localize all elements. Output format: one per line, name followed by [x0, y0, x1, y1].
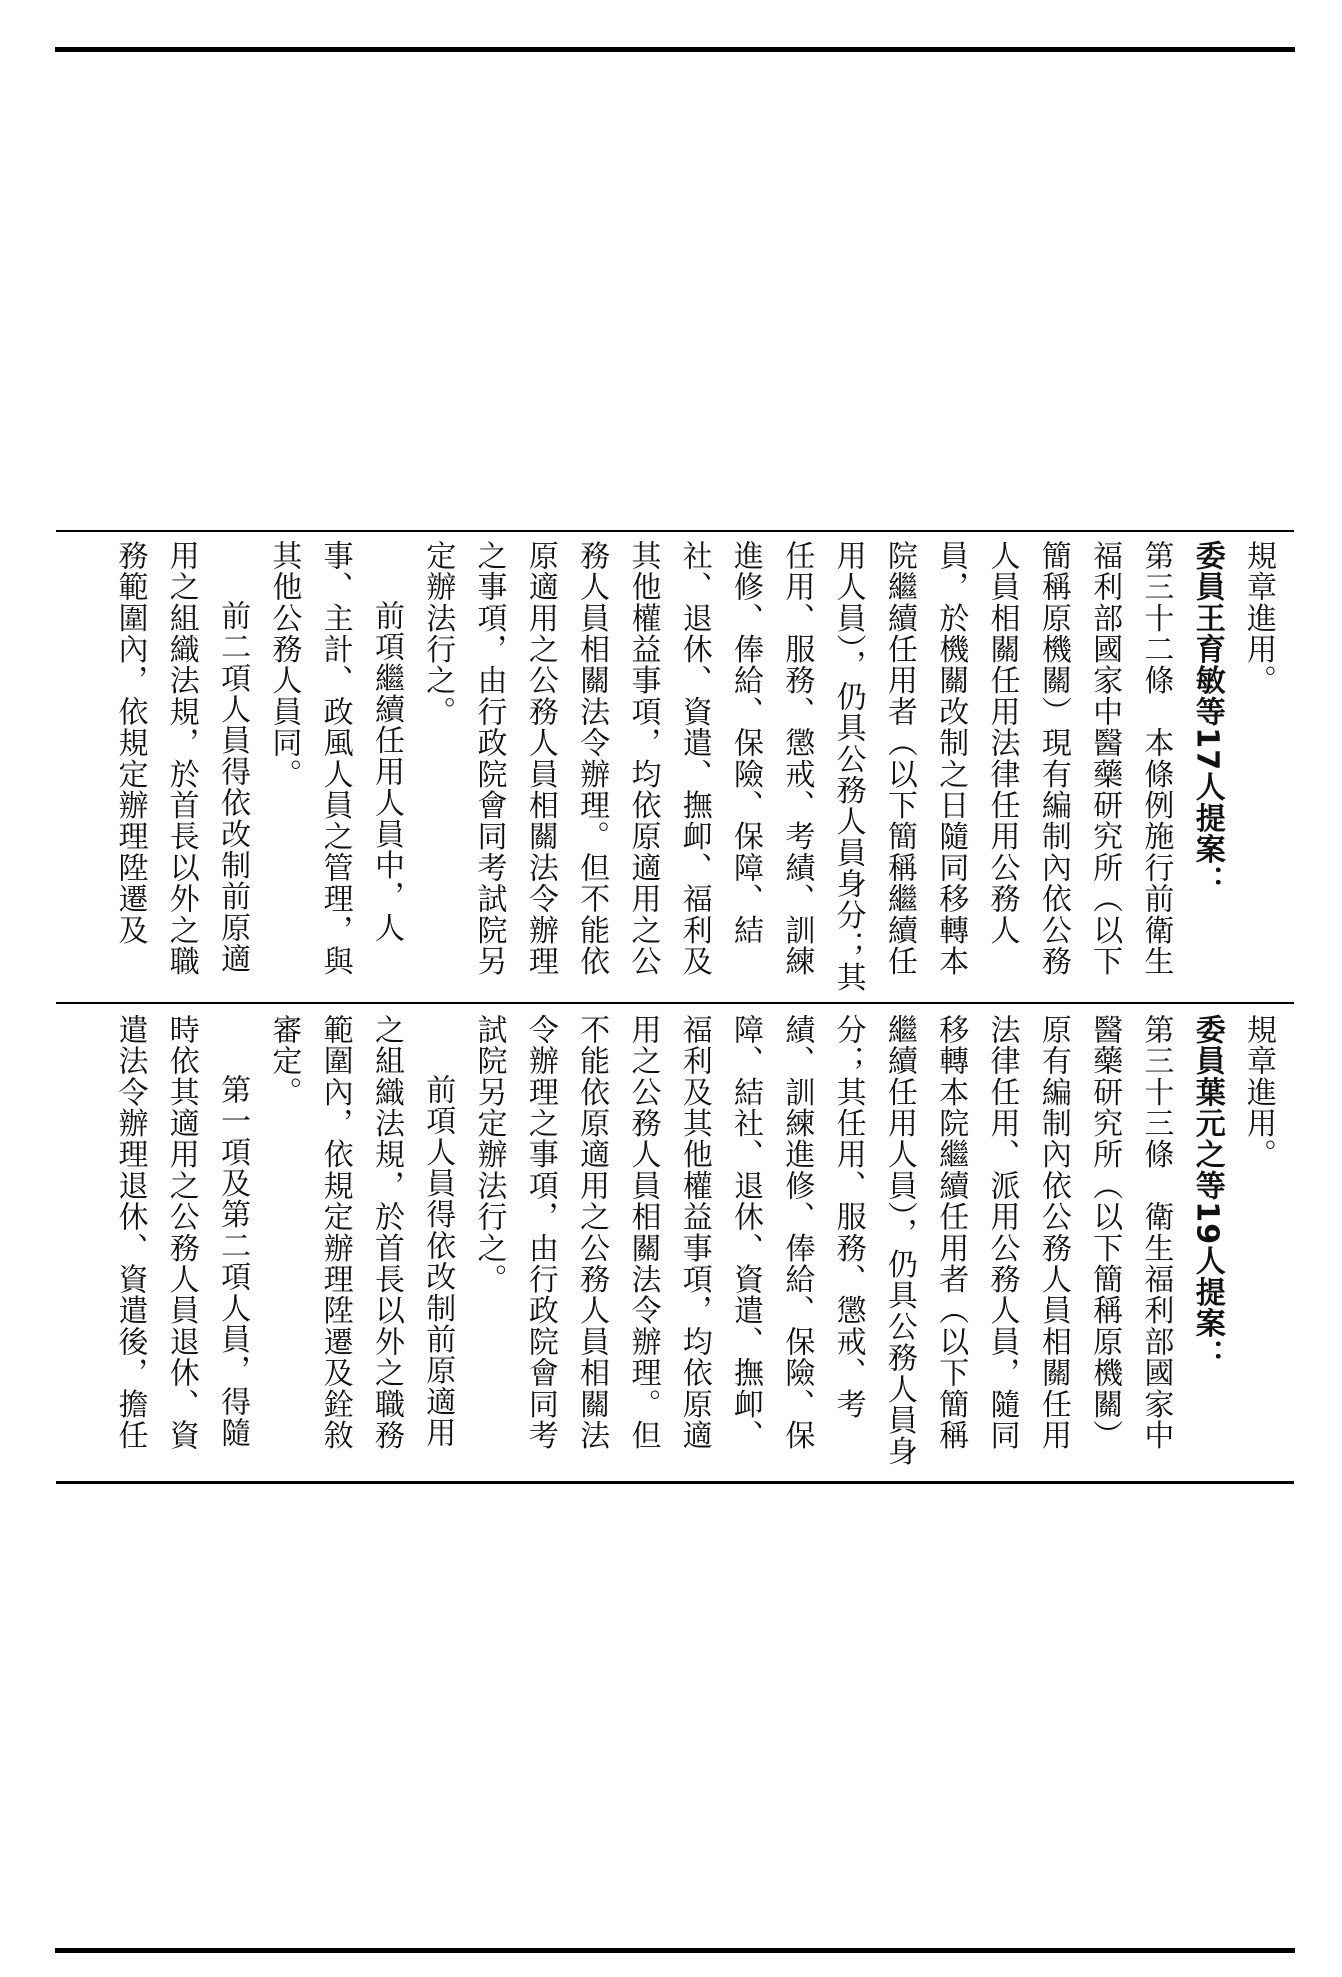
- proposal-wang: [74, 540, 1284, 995]
- proposal-title: 委員葉元之等19人提案：: [1189, 1014, 1225, 1371]
- lead-text: 規章進用。: [1241, 540, 1276, 696]
- table-top-border: [56, 530, 1294, 532]
- article-text: 第三十三條 衛生福利部國家中醫藥研究所（以下簡稱原機關）原有編制內依公務人員相關任用法律任用、派用公務人員，隨同移轉本院繼續任用者（以下簡稱繼續任用人員），仍具公務人員身分；其任用、服務、懲戒、考績、訓練進修、俸給、保險、保障、結社、退休、資遣、撫卹、福利及其他權益事項，均依原適用之公務人員相關法令辦理。但不能依原適用之公務人員相關法令辦理之事項，由行政院會同考試院另定辦法行之。: [471, 1014, 1174, 1467]
- top-rule: [55, 47, 1295, 52]
- paragraph-2: 前項繼續任用人員中，人事、主計、政風人員之管理，與其他公務人員同。: [266, 540, 404, 977]
- comparison-table: [56, 530, 1294, 1485]
- table-bottom-border: [56, 1481, 1294, 1484]
- article-text: 第三十二條 本條例施行前衛生福利部國家中醫藥研究所（以下簡稱原機關）現有編制內依公務人員相關任用法律任用公務人員，於機關改制之日隨同移轉本院繼續任用者（以下簡稱繼續任用人員），仍具公務人員身分；其任用、服務、懲戒、考績、訓練進修、俸給、保險、保障、結社、退休、資遣、撫卹、福利及其他權益事項，均依原適用之公務人員相關法令辦理。但不能依原適用之公務人員相關法令辦理之事項，由行政院會同考試院另定辦法行之。: [420, 540, 1174, 993]
- proposal-title: 委員王育敏等17人提案：: [1189, 540, 1225, 897]
- proposal-yeh: [74, 1014, 1284, 1474]
- paragraph-2: 前項人員得依改制前原適用之組織法規，於首長以外之職務範圍內，依規定辦理陞遷及銓敘審定。: [266, 1014, 456, 1451]
- paragraph-3: 第一項及第二項人員，得隨時依其適用之公務人員退休、資遣法令辦理退休、資遣後，擔任: [112, 1014, 251, 1451]
- lead-text: 規章進用。: [1241, 1014, 1276, 1170]
- bottom-rule: [55, 1948, 1295, 1953]
- table-column-divider: [56, 1002, 1294, 1004]
- paragraph-3: 前二項人員得依改制前原適用之組織法規，於首長以外之職務範圍內，依規定辦理陞遷及: [112, 540, 251, 977]
